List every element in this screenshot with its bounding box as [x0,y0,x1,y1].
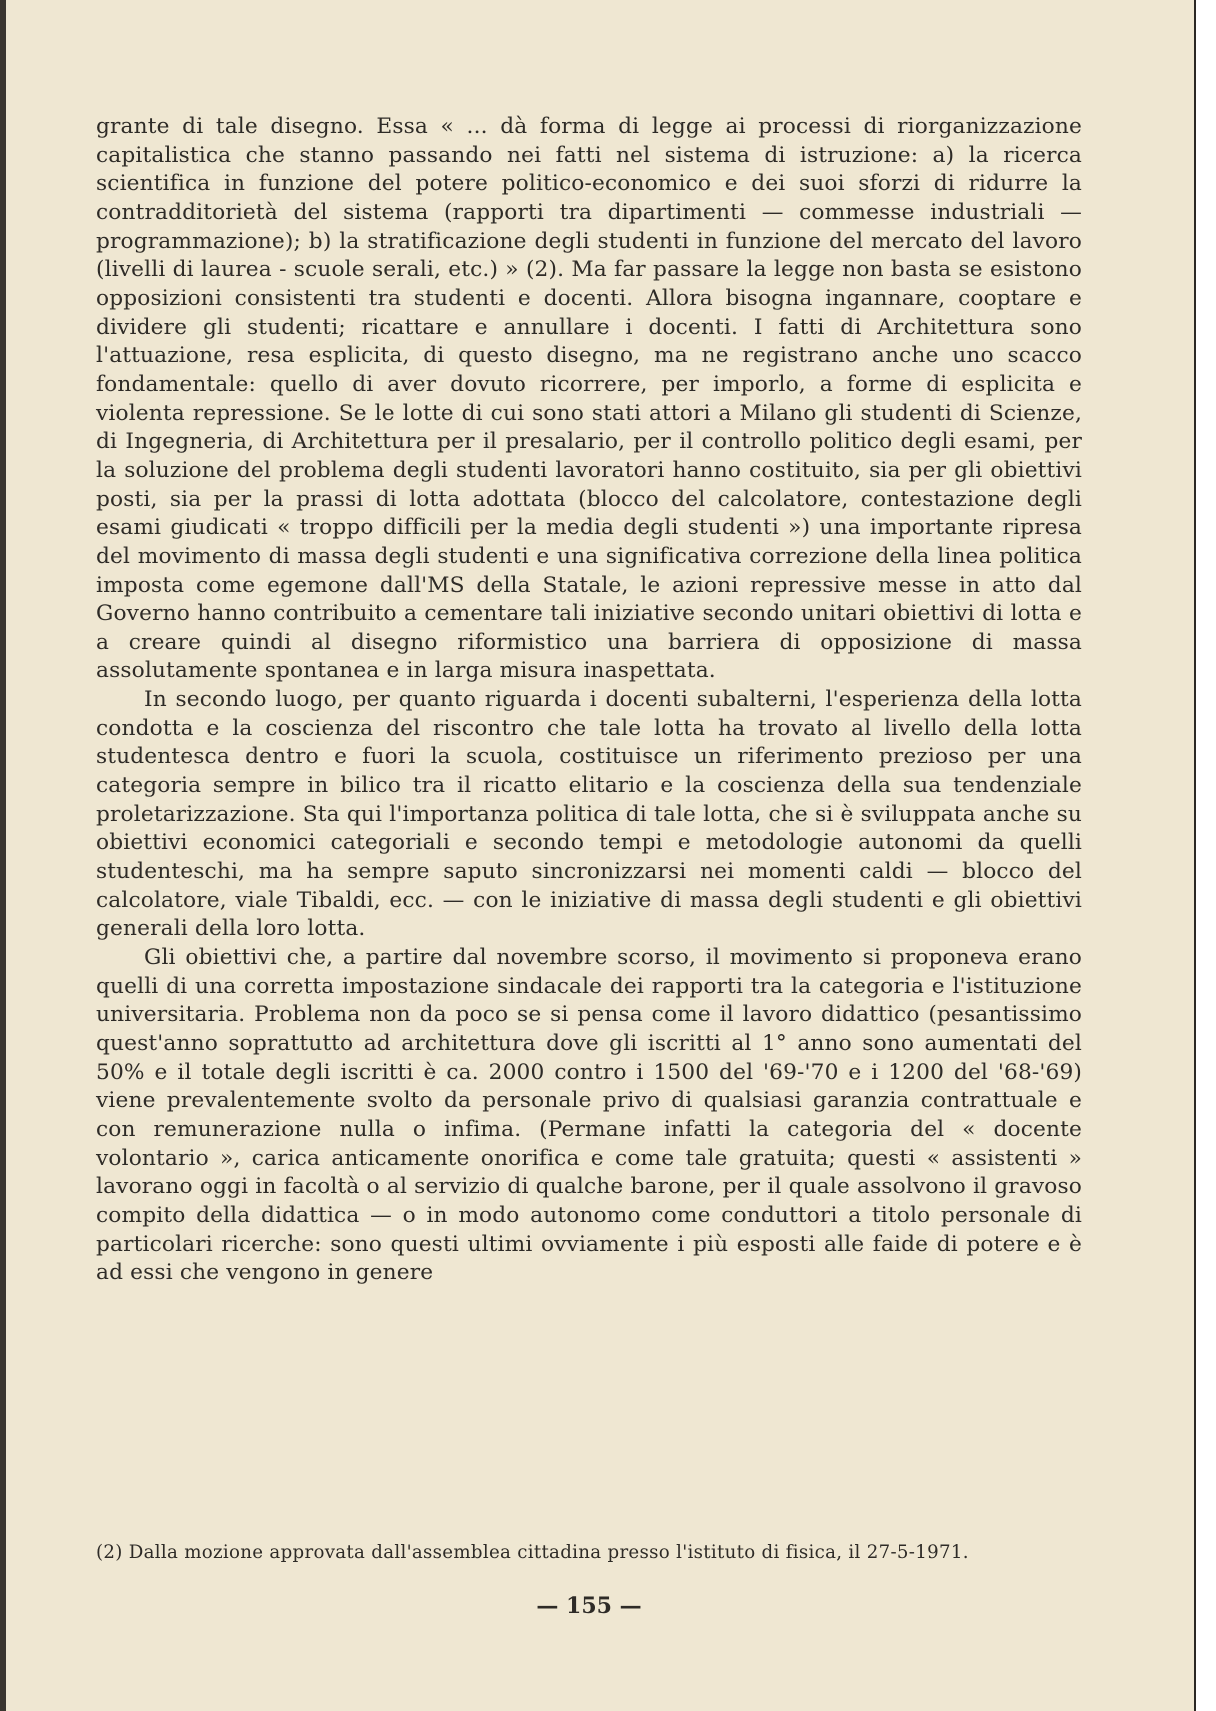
paragraph-2: In secondo luogo, per quanto riguarda i docenti subalterni, l'esperienza della lotta condotta e la coscienza del riscontro che tale lotta ha trovato al livello della lotta studentesca dentro e fuori la scuola, costituisce un riferimento prezioso per una categoria sempre in bilico tra il ricatto elitario e la coscienza della sua tendenziale proletarizzazione. Sta qui l'importanza politica di tale lotta, che si è sviluppata anche su obiettivi economici categoriali e secondo tempi e metodologie autonomi da quelli studenteschi, ma ha sempre saputo sincronizzarsi nei momenti caldi — blocco del calcolatore, viale Tibaldi, ecc. — con le iniziative di massa degli studenti e gli obiettivi generali della loro lotta. [96,687,1082,942]
scan-right-edge [1194,0,1206,1711]
paragraph-1: grante di tale disegno. Essa « ... dà forma di legge ai processi di riorganizzazione capitalistica che stanno passando nei fatti nel sistema di istruzione: a) la ricerca scientifica in funzione del potere politico-economico e dei suoi sforzi di ridurre la contradditorietà del sistema (rapporti tra dipartimenti — commesse industriali — programmazione); b) la stratificazione degli studenti in funzione del mercato del lavoro (livelli di laurea - scuole serali, etc.) » (2). Ma far passare la legge non basta se esistono opposizioni consistenti tra studenti e docenti. Allora bisogna ingannare, cooptare e dividere gli studenti; ricattare e annullare i docenti. I fatti di Architettura sono l'attuazione, resa esplicita, di questo disegno, ma ne registrano anche uno scacco fondamentale: quello di aver dovuto ricorrere, per imporlo, a forme di esplicita e violenta repressione. Se le lotte di cui sono stati attori a Milano gli studenti di Scienze, di Ingegneria, di Architettura per il presalario, per il controllo politico degli esami, per la soluzione del problema degli studenti lavoratori hanno costituito, sia per gli obiettivi posti, sia per la prassi di lotta adottata (blocco del calcolatore, contestazione degli esami giudicati « troppo difficili per la media degli studenti ») una importante ripresa del movimento di massa degli studenti e una significativa correzione della linea politica imposta come egemone dall'MS della Statale, le azioni repressive messe in atto dal Governo hanno contribuito a cementare tali iniziative secondo unitari obiettivi di lotta e a creare quindi al disegno riformistico una barriera di opposizione di massa assolutamente spontanea e in larga misura inaspettata. [96,114,1082,684]
book-page [6,0,1206,1711]
body-text [96,113,1082,1288]
footnote: (2) Dalla mozione approvata dall'assemblea cittadina presso l'istituto di fisica, il 27-5-1971. [96,1542,969,1563]
paragraph-3: Gli obiettivi che, a partire dal novembre scorso, il movimento si proponeva erano quelli di una corretta impostazione sindacale dei rapporti tra la categoria e l'istituzione universitaria. Problema non da poco se si pensa come il lavoro didattico (pesantissimo quest'anno soprattutto ad architettura dove gli iscritti al 1° anno sono aumentati del 50% e il totale degli iscritti è ca. 2000 contro i 1500 del '69-'70 e i 1200 del '68-'69) viene prevalentemente svolto da personale privo di qualsiasi garanzia contrattuale e con remunerazione nulla o infima. (Permane infatti la categoria del « docente volontario », carica anticamente onorifica e come tale gratuita; questi « assistenti » lavorano oggi in facoltà o al servizio di qualche barone, per il quale assolvono il gravoso compito della didattica — o in modo autonomo come conduttori a titolo personale di particolari ricerche: sono questi ultimi ovviamente i più esposti alle faide di potere e è ad essi che vengono in genere [96,945,1082,1286]
page-number: — 155 — [536,1593,642,1619]
